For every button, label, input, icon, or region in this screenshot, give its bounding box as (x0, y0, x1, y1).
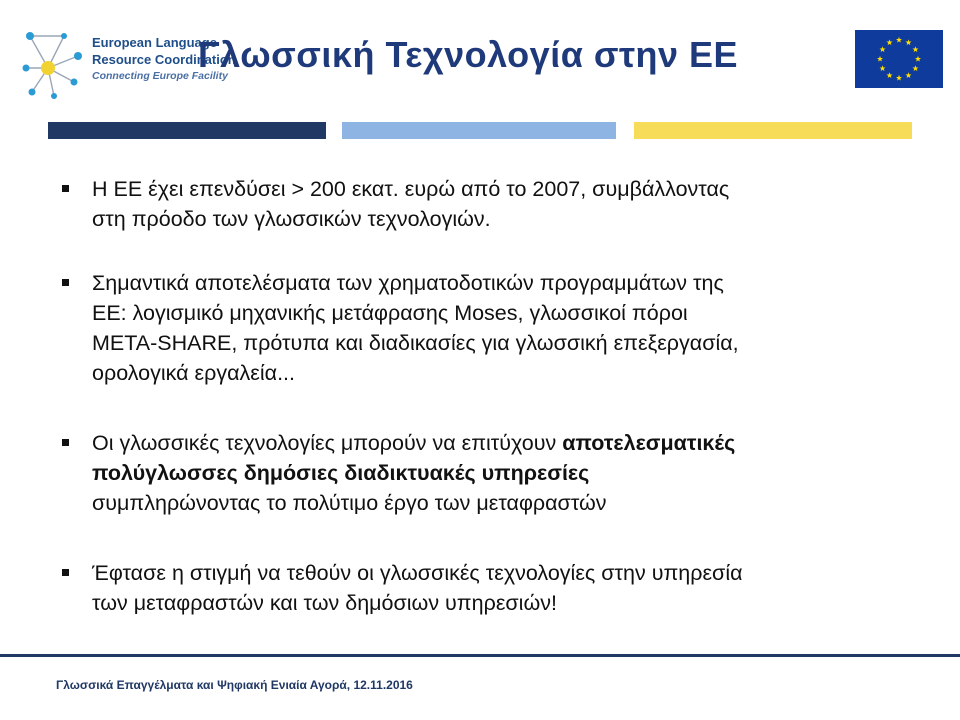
eu-flag-icon (855, 30, 943, 88)
bullet-square-icon (62, 185, 69, 192)
flag-star-icon (880, 46, 886, 52)
bullet-line: Έφτασε η στιγμή να τεθούν οι γλωσσικές τεχνολογίες στην υπηρεσία (92, 561, 743, 585)
bullet-item (62, 558, 743, 618)
bullet-text (92, 558, 743, 618)
bullet-text (92, 428, 735, 518)
bullet-line: Σημαντικά αποτελέσματα των χρηματοδοτικών προγραμμάτων της (92, 271, 724, 295)
flag-star-icon (880, 65, 886, 71)
bullet-text (92, 174, 729, 234)
bullet-bold-text: αποτελεσματικές (562, 431, 736, 455)
flag-star-icon (896, 37, 902, 43)
bullet-text (92, 268, 739, 388)
bullet-line: των μεταφραστών και των δημόσιων υπηρεσιών! (92, 591, 557, 615)
bullet-item (62, 268, 739, 388)
flag-star-icon (912, 65, 918, 71)
flag-star-icon (886, 39, 892, 45)
footer-divider (0, 654, 960, 657)
bullet-line: META-SHARE, πρότυπα και διαδικασίες για γλωσσική επεξεργασία, (92, 331, 739, 355)
logo-line-3: Connecting Europe Facility (92, 70, 228, 82)
divider-bar-light-blue (342, 122, 616, 139)
bullet-item (62, 174, 729, 234)
bullet-line: στη πρόοδο των γλωσσικών τεχνολογιών. (92, 207, 491, 231)
logo-line-1: European Language (92, 35, 217, 50)
bullet-line: ΕΕ: λογισμικό μηχανικής μετάφρασης Moses, γλωσσικοί πόροι (92, 301, 688, 325)
bullet-square-icon (62, 439, 69, 446)
divider-bar-yellow (634, 122, 912, 139)
bullet-bold-text: πολύγλωσσες δημόσιες διαδικτυακές υπηρεσίες (92, 461, 590, 485)
bullet-line: συμπληρώνοντας το πολύτιμο έργο των μεταφραστών (92, 491, 607, 515)
bullet-line: ορολογικά εργαλεία... (92, 361, 295, 385)
bullet-normal-text: Οι γλωσσικές τεχνολογίες μπορούν να επιτύχουν (92, 431, 563, 455)
divider-bar-dark-blue (48, 122, 326, 139)
flag-star-icon (877, 56, 883, 62)
logo-line-2: Resource Coordination (92, 52, 236, 67)
flag-star-icon (905, 72, 911, 78)
flag-star-icon (912, 46, 918, 52)
bullet-line: Η ΕΕ έχει επενδύσει > 200 εκατ. ευρώ από το 2007, συμβάλλοντας (92, 177, 730, 201)
flag-star-icon (886, 72, 892, 78)
bullet-square-icon (62, 279, 69, 286)
footer-text: Γλωσσικά Επαγγέλματα και Ψηφιακή Ενιαία Αγορά, 12.11.2016 (56, 678, 413, 692)
flag-star-icon (915, 56, 921, 62)
bullet-line (92, 428, 735, 458)
flag-star-icon (905, 39, 911, 45)
bullet-item (62, 428, 735, 518)
elrc-logo (18, 22, 236, 100)
bullet-line (92, 458, 735, 488)
bullet-square-icon (62, 569, 69, 576)
flag-star-icon (896, 75, 902, 81)
slide-title: Γλωσσική Τεχνολογία στην ΕΕ (198, 34, 739, 75)
network-nodes-icon (18, 22, 92, 100)
